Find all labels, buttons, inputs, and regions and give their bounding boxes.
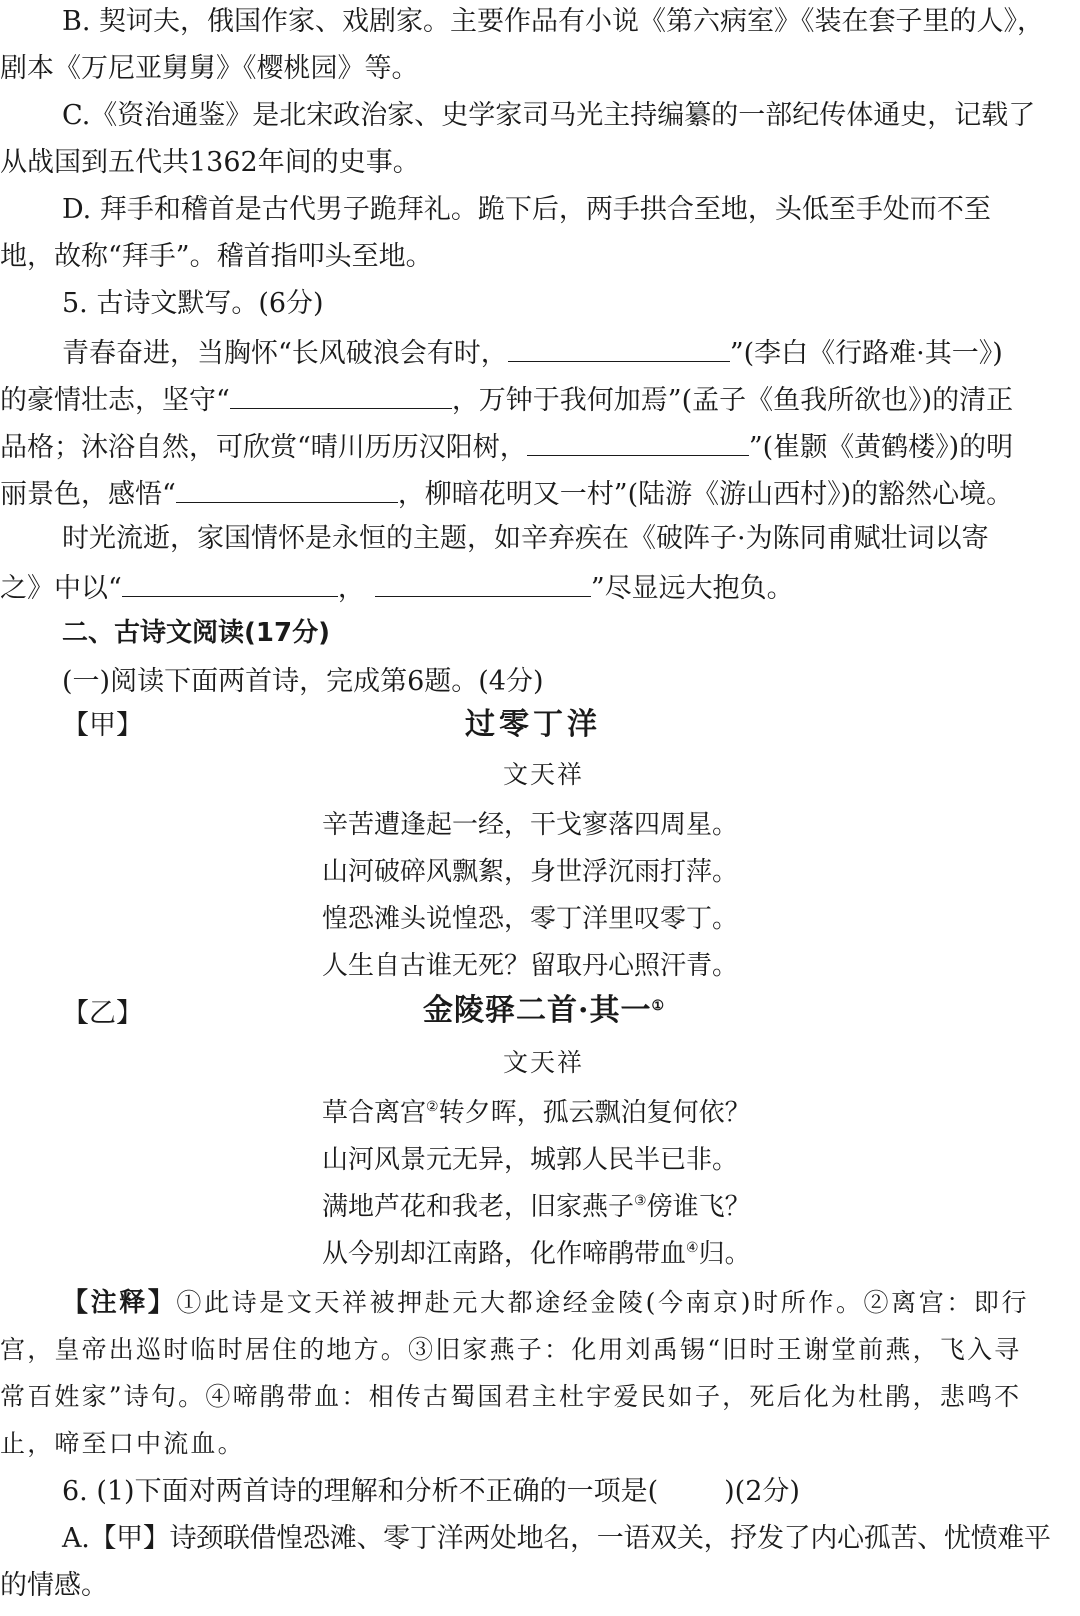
option-b-line2: 剧本《万尼亚舅舅》《樱桃园》等。 <box>0 53 419 84</box>
answer-blank-2[interactable] <box>230 384 452 409</box>
section-heading: 二、古诗文阅读(17分) <box>62 618 330 648</box>
option-d-line2: 地，故称“拜手”。稽首指叩头至地。 <box>0 241 433 272</box>
notes-line-4: 止，啼至口中流血。 <box>0 1429 245 1458</box>
poem-yi-line-3 <box>322 1194 751 1220</box>
text: 转夕晖，孤云飘泊复何依？ <box>438 1098 751 1128</box>
text: ，柳暗花明又一村”(陆游《游山西村》)的豁然心境。 <box>397 479 1014 510</box>
answer-blank-3[interactable] <box>527 431 749 456</box>
poem-jia-title: 过零丁洋 <box>465 707 601 742</box>
notes-label: 【注释】 <box>62 1288 177 1318</box>
text: 青春奋进，当胸怀“长风破浪会有时， <box>62 338 508 369</box>
footnote-marker: ② <box>426 1099 439 1115</box>
answer-blank-1[interactable] <box>508 337 730 362</box>
option-c-line1: C.《资治通鉴》是北宋政治家、史学家司马光主持编纂的一部纪传体通史，记载了 <box>62 100 1036 131</box>
poem-jia-line-4: 人生自古谁无死？留取丹心照汗青。 <box>322 951 739 981</box>
poem-yi-tag: 【乙】 <box>62 998 143 1029</box>
text: 归。 <box>698 1239 751 1269</box>
text: ”尽显远大抱负。 <box>590 573 794 604</box>
q5-para1-line4 <box>0 478 1013 508</box>
text: 从今别却江南路，化作啼鹃带血 <box>322 1239 687 1269</box>
q5-para2-line2 <box>0 572 794 602</box>
answer-blank-5[interactable] <box>122 572 338 597</box>
poem-jia-line-1: 辛苦遭逢起一经，干戈寥落四周星。 <box>322 810 739 840</box>
poem-yi-title-text: 金陵驿二首·其一 <box>423 993 652 1028</box>
text: ，万钟于我何加焉”(孟子《鱼我所欲也》)的清正 <box>451 385 1014 416</box>
text: 丽景色，感悟“ <box>0 479 176 510</box>
text: ①此诗是文天祥被押赴元大都途经金陵(今南京)时所作。②离宫：即行 <box>176 1288 1030 1317</box>
q6-option-a-line2: 的情感。 <box>0 1570 108 1601</box>
poem-jia-tag: 【甲】 <box>62 710 143 741</box>
poem-yi-line-1 <box>322 1100 751 1126</box>
answer-blank-4[interactable] <box>176 478 398 503</box>
notes-line-3: 常百姓家”诗句。④啼鹃带血：相传古蜀国君主杜宇爱民如子，死后化为杜鹃，悲鸣不 <box>0 1382 1022 1411</box>
text: )(2分) <box>724 1476 800 1507</box>
text: 的豪情壮志，坚守“ <box>0 385 230 416</box>
q5-para1-line1 <box>62 337 1003 367</box>
text: 傍谁飞？ <box>646 1192 751 1222</box>
option-b-line1: B. 契诃夫，俄国作家、戏剧家。主要作品有小说《第六病室》《装在套子里的人》， <box>62 6 1045 37</box>
footnote-marker: ① <box>651 998 666 1014</box>
q5-para1-line3 <box>0 431 1013 461</box>
q6-option-a-line1: A.【甲】诗颈联借惶恐滩、零丁洋两处地名，一语双关，抒发了内心孤苦、忧愤难平 <box>62 1523 1051 1554</box>
notes-line-2: 宫，皇帝出巡时临时居住的地方。③旧家燕子：化用刘禹锡“旧时王谢堂前燕，飞入寻 <box>0 1335 1022 1364</box>
poem-jia-author: 文天祥 <box>503 760 585 789</box>
poem-jia-line-3: 惶恐滩头说惶恐，零丁洋里叹零丁。 <box>322 904 739 934</box>
q5-para1-line2 <box>0 384 1013 414</box>
option-d-line1: D. 拜手和稽首是古代男子跪拜礼。跪下后，两手拱合至地，头低至手处而不至 <box>62 194 991 225</box>
text: 满地芦花和我老，旧家燕子 <box>322 1192 635 1222</box>
option-c-line2: 从战国到五代共1362年间的史事。 <box>0 147 420 178</box>
q6-stem <box>62 1478 800 1505</box>
poem-yi-line-4 <box>322 1241 751 1267</box>
answer-blank-6[interactable] <box>375 572 591 597</box>
poem-yi-line-2: 山河风景元无异，城郭人民半已非。 <box>322 1145 739 1175</box>
text: ， <box>337 573 365 604</box>
text: 品格；沐浴自然，可欣赏“晴川历历汉阳树， <box>0 432 527 463</box>
section-subheading: (一)阅读下面两首诗，完成第6题。(4分) <box>62 666 544 697</box>
notes-line-1 <box>62 1290 1029 1316</box>
poem-yi-title <box>423 993 666 1028</box>
text: ”(崔颢《黄鹤楼》)的明 <box>748 432 1014 463</box>
text: 草合离宫 <box>322 1098 427 1128</box>
poem-jia-line-2: 山河破碎风飘絮，身世浮沉雨打萍。 <box>322 857 739 887</box>
footnote-marker: ④ <box>686 1240 699 1256</box>
text: ”(李白《行路难·其一》) <box>729 338 1003 369</box>
q5-header: 5. 古诗文默写。(6分) <box>62 288 324 319</box>
poem-yi-author: 文天祥 <box>503 1048 585 1077</box>
text: 之》中以“ <box>0 573 122 604</box>
q5-para2-line1: 时光流逝，家国情怀是永恒的主题，如辛弃疾在《破阵子·为陈同甫赋壮词以寄 <box>62 523 989 554</box>
footnote-marker: ③ <box>634 1193 647 1209</box>
text: 6. (1)下面对两首诗的理解和分析不正确的一项是( <box>62 1476 659 1507</box>
